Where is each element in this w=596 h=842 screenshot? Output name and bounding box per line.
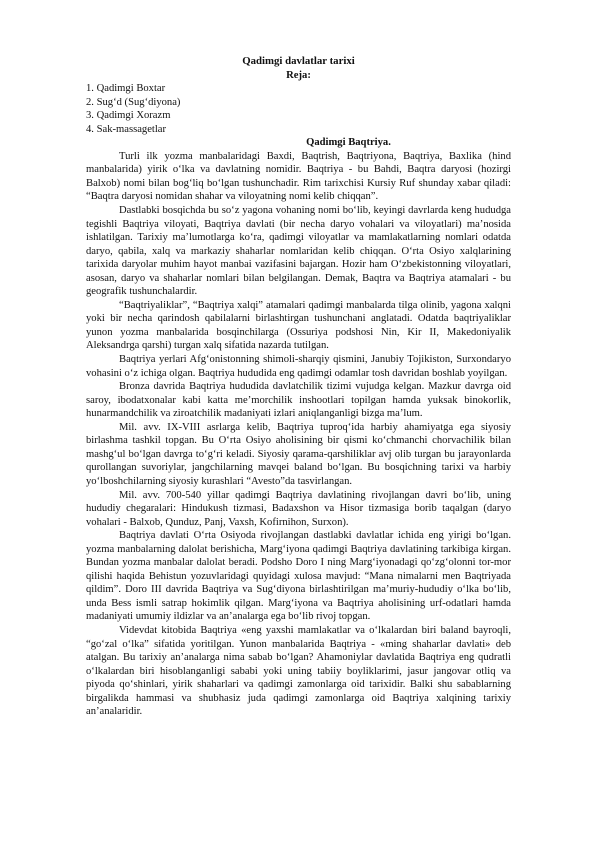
plan-item: 2. Sug‘d (Sug‘diyona) bbox=[86, 96, 181, 108]
document-title: Qadimgi davlatlar tarixi bbox=[242, 55, 355, 67]
plan-heading: Reja: bbox=[286, 69, 311, 81]
paragraph: Baqtriya davlati O‘rta Osiyoda rivojlangan dastlabki davlatlar ichida eng yirigi bo‘lgan. yozma manbalarning dalolat berishicha, Marg‘iyona qadimgi Baqtriya davlatining tarkibiga kirgan. Bundan yozma manbalar dalolat beradi. Podsho Doro I ning Marg‘iyonadagi qo‘zg‘olonni tor-mor qilishi haqida Behistun yozuvlaridagi quyidagi xulosa mavjud: “Mana nimalarni men Baqtriyada qildim”. Doro III davrida Baqtriya va Sug‘diyona birlashtirilgan ma’muriy-hududiy o‘lka bo‘lib, unda Bess ismli satrap hokimlik qilgan. Marg‘iyona va Baqtriya aholisining urf-odatlari hamda madaniyati umumiy ildizlar va an’analarga ega bo‘lib rivoj topgan. bbox=[86, 530, 511, 623]
section-title: Qadimgi Baqtriya. bbox=[306, 137, 391, 149]
plan-item: 4. Sak-massagetlar bbox=[86, 123, 167, 135]
paragraph: Mil. avv. 700-540 yillar qadimgi Baqtriya davlatining rivojlangan davri bo‘lib, uning hududiy chegaralari: Hindukush tizmasi, Badaxshon va Hisor tizmasiga borib taqalgan (daryo vohalari - Balxob, Qunduz, Panj, Vaxsh, Kofirnihon, Surxon). bbox=[86, 489, 511, 528]
plan-item: 3. Qadimgi Xorazm bbox=[86, 110, 171, 122]
plan-list bbox=[86, 82, 511, 136]
paragraph: Mil. avv. IX-VIII asrlarga kelib, Baqtriya tuproq‘ida harbiy ahamiyatga ega siyosiy birlashma tashkil topgan. Bu O‘rta Osiyo aholisining bir qismi ko‘chmanchi chorvachilik bilan mashg‘ul bo‘lgan davrga to‘g‘ri keladi. Siyosiy qarama-qarshiliklar avj olib turgan bu jarayonlarda qurollangan suvoriylar, jangchilarning mavqei baland bo‘lgan. Bu bosqichning tarixi va harbiy yo‘lboshchilarning siyosiy kurashlari “Avesto”da tasvirlangan. bbox=[86, 421, 511, 487]
paragraph: Turli ilk yozma manbalaridagi Baxdi, Baqtrish, Baqtriyona, Baqtriya, Baxlika (hind manbalarida) yirik o‘lka va davlatning nomidir. Baqtriya - bu Bahdi, Baqtra daryosi (hozirgi Balxob) nomi bilan bog‘liq bo‘lgan tushunchadir. Rim tarixchisi Kursiy Ruf shunday xabar qiladi: “Baqtra daryosi nomidan shahar va viloyatning nomi kelib chiqqan”. bbox=[86, 150, 511, 203]
paragraph: Dastlabki bosqichda bu so‘z yagona vohaning nomi bo‘lib, keyingi davrlarda keng hududga tegishli Baqtriya viloyati, Baqtriya davlati (bir necha daryo vohalari va viloyatlari) ma’nosida ishlatilgan. Tarixiy ma’lumotlarga ko‘ra, qadimgi viloyatlar va mamlakatlarning nomlari odatda daryo, qabila, xalq va markaziy shaharlar nomlaridan kelib chiqqan. O‘rta Osiyo xalqlarining tarixida daryolar muhim hayot manbai vazifasini bajargan. Hozir ham O‘zbekistonning viloyatlari, asosan, daryo va shaharlar nomlari bilan belgilangan. Demak, Baqtra va Baqtriya atamalari - bu geografik tushunchalardir. bbox=[86, 205, 511, 298]
plan-item: 1. Qadimgi Boxtar bbox=[86, 83, 166, 95]
paragraph: “Baqtriyaliklar”, “Baqtriya xalqi” atamalari qadimgi manbalarda tilga olinib, yagona xalqni yoki bir necha qarindosh qabilalarni birlashtirgan tushunchani anglatadi. Odatda baqtriyaliklar yunon yozma manbalarida bosqinchilarga (Ossuriya podshosi Nin, Kir II, Makedoniyalik Aleksandrga qarshi) turgan xalq sifatida nazarda tutilgan. bbox=[86, 299, 511, 352]
paragraph: Videvdat kitobida Baqtriya «eng yaxshi mamlakatlar va o‘lkalardan biri baland bayroqli, “go‘zal o‘lka” sifatida yoritilgan. Yunon manbalarida Baqtriya - «ming shaharlar davlati» deb atalgan. Bu tarixiy an’analarga nima sabab bo‘lgan? Ahamoniylar davlatida Baqtriya eng qudratli o‘lkalardan biri hisoblanganligi sababi yoki uning tabiiy boyliklarimi, jasur jangovar otliq va piyoda qo‘shinlari, yirik shaharlari va qadimgi zamonlarga oid tarixidir. Balki shu sabablarning birgalikda hammasi va shubhasiz juda qadimgi zamonlarga oid Baqtriya xalqining tarixiy an’analaridir. bbox=[86, 624, 511, 718]
document-page bbox=[86, 55, 511, 719]
paragraph: Bronza davrida Baqtriya hududida davlatchilik tizimi vujudga kelgan. Mazkur davrga oid saroy, ibodatxonalar kabi katta me’morchilik inshootlari topilgan hamda yuksak binokorlik, hunarmandchilik va ziroatchilik madaniyati izlari aniqlanganligi bizga ma’lum. bbox=[86, 381, 511, 420]
paragraph: Baqtriya yerlari Afg‘onistonning shimoli-sharqiy qismini, Janubiy Tojikiston, Surxondaryo vohasini o‘z ichiga olgan. Baqtriya hududida eng qadimgi odamlar tosh davridan boshlab yoyilgan. bbox=[86, 354, 511, 379]
